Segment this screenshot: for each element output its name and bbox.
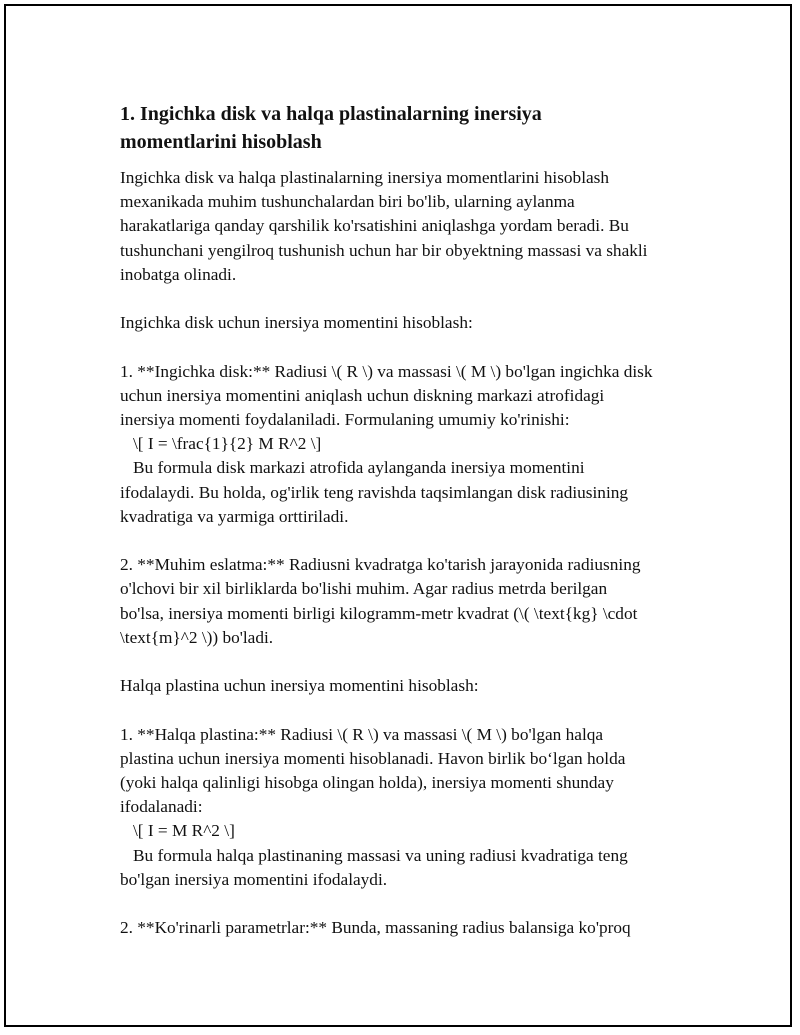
text-line: kvadratiga va yarmiga orttiriladi. <box>120 506 349 526</box>
text-line: Halqa plastina uchun inersiya momentini hisoblash: <box>120 676 479 696</box>
text-line: tushunchani yengilroq tushunish uchun har bir obyektning massasi va shakli <box>120 240 648 260</box>
formula-line: \[ I = \frac{1}{2} M R^2 \] <box>120 434 322 454</box>
text-line: inobatga olinadi. <box>120 264 237 284</box>
paragraph-parameters <box>120 916 700 940</box>
text-line: 1. **Halqa plastina:** Radiusi \( R \) va massasi \( M \) bo'lgan halqa <box>120 724 604 744</box>
paragraph-intro <box>120 166 700 287</box>
section-title <box>120 100 700 156</box>
paragraph-ring-formula <box>120 723 700 892</box>
text-line: Ingichka disk va halqa plastinalarning inersiya momentlarini hisoblash <box>120 168 610 187</box>
text-line: Bu formula halqa plastinaning massasi va uning radiusi kvadratiga teng <box>120 845 628 865</box>
text-line: Ingichka disk uchun inersiya momentini hisoblash: <box>120 313 473 333</box>
text-line: 2. **Ko'rinarli parametrlar:** Bunda, massaning radius balansiga ko'proq <box>120 918 631 938</box>
text-line: bo'lgan inersiya momentini ifodalaydi. <box>120 869 388 889</box>
text-line: 1. **Ingichka disk:** Radiusi \( R \) va massasi \( M \) bo'lgan ingichka disk <box>120 361 653 381</box>
text-line: harakatlariga qanday qarshilik ko'rsatishini aniqlashga yordam beradi. Bu <box>120 216 629 236</box>
document-page <box>4 4 792 1027</box>
paragraph-ring-heading <box>120 674 700 698</box>
document-content <box>120 100 700 940</box>
text-line: \text{m}^2 \)) bo'ladi. <box>120 627 274 647</box>
text-line: bo'lsa, inersiya momenti birligi kilogramm-metr kvadrat (\( \text{kg} \cdot <box>120 603 638 623</box>
text-line: inersiya momenti foydalaniladi. Formulaning umumiy ko'rinishi: <box>120 410 570 429</box>
text-line: (yoki halqa qalinligi hisobga olingan holda), inersiya momenti shunday <box>120 773 614 792</box>
text-line: mexanikada muhim tushunchalardan biri bo'lib, ularning aylanma <box>120 192 575 212</box>
text-line: 2. **Muhim eslatma:** Radiusni kvadratga ko'tarish jarayonida radiusning <box>120 555 641 575</box>
paragraph-important-note <box>120 553 700 650</box>
text-line: o'lchovi bir xil birliklarda bo'lishi muhim. Agar radius metrda berilgan <box>120 579 608 599</box>
text-line: plastina uchun inersiya momenti hisoblanadi. Havon birlik bo‘lgan holda <box>120 748 626 768</box>
text-line: ifodalaydi. Bu holda, og'irlik teng ravishda taqsimlangan disk radiusining <box>120 482 629 502</box>
text-line: uchun inersiya momentini aniqlash uchun diskning markazi atrofidagi <box>120 385 605 405</box>
formula-line: \[ I = M R^2 \] <box>120 821 235 841</box>
title-line: momentlarini hisoblash <box>120 131 322 153</box>
paragraph-disk-heading <box>120 311 700 335</box>
paragraph-disk-formula <box>120 360 700 529</box>
text-line: Bu formula disk markazi atrofida aylanganda inersiya momentini <box>120 458 585 478</box>
text-line: ifodalanadi: <box>120 797 203 817</box>
title-line: 1. Ingichka disk va halqa plastinalarning inersiya <box>120 103 542 125</box>
